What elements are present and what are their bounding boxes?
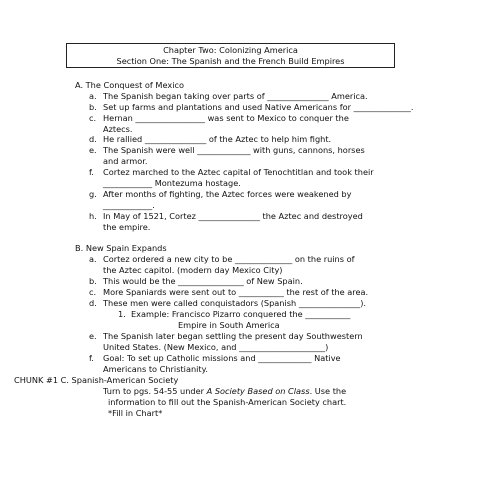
- item-marker: b.: [89, 276, 97, 286]
- item-text: Example: Francisco Pizarro conquered the ___________: [131, 309, 351, 319]
- item-text-cont: ____________.: [103, 200, 155, 210]
- section-b-heading: B. New Spain Expands: [75, 243, 167, 253]
- item-text: The Spanish later began settling the present day Southwestern: [103, 331, 363, 341]
- item-marker: e.: [89, 331, 97, 341]
- item-text: Cortez ordered a new city to be ______________ on the ruins of: [103, 254, 355, 264]
- item-text: Set up farms and plantations and used Native Americans for ______________.: [103, 102, 414, 112]
- item-text-cont: Aztecs.: [103, 124, 133, 134]
- item-text-cont: ____________ Montezuma hostage.: [103, 178, 241, 188]
- item-text: These men were called conquistadors (Spanish _______________).: [103, 298, 367, 308]
- item-marker: h.: [89, 211, 97, 221]
- item-marker: c.: [89, 287, 97, 297]
- item-text-cont: Empire in South America: [178, 320, 280, 330]
- item-marker: d.: [89, 134, 97, 144]
- item-marker: f.: [89, 353, 94, 363]
- chunk-heading: CHUNK #1 C. Spanish-American Society: [14, 375, 179, 385]
- item-marker: a.: [89, 254, 97, 264]
- item-marker: e.: [89, 145, 97, 155]
- chunk-instruction-line2: information to fill out the Spanish-American Society chart.: [108, 397, 347, 407]
- item-text-cont: United States. (New Mexico, and _____________________): [103, 342, 329, 352]
- item-marker: a.: [89, 91, 97, 101]
- item-text: The Spanish began taking over parts of _______________ America.: [103, 91, 368, 101]
- item-text: Cortez marched to the Aztec capital of Tenochtitlan and took their: [103, 167, 374, 177]
- chunk-instruction-line1: [103, 386, 346, 396]
- item-marker: d.: [89, 298, 97, 308]
- item-text: This would be the ________________ of New Spain.: [103, 276, 303, 286]
- section-a-heading: A. The Conquest of Mexico: [75, 80, 184, 90]
- item-text-cont: and armor.: [103, 156, 148, 166]
- item-marker: b.: [89, 102, 97, 112]
- item-text: The Spanish were well _____________ with guns, cannons, horses: [103, 145, 365, 155]
- chapter-title: Chapter Two: Colonizing America: [163, 45, 298, 55]
- item-marker: c.: [89, 113, 97, 123]
- item-text-cont: the Aztec capitol. (modern day Mexico City): [103, 265, 283, 275]
- item-marker: f.: [89, 167, 94, 177]
- item-text-cont: the empire.: [103, 222, 151, 232]
- item-text: Hernan _________________ was sent to Mexico to conquer the: [103, 113, 349, 123]
- book-section-title: A Society Based on Class: [206, 386, 310, 396]
- item-text: Goal: To set up Catholic missions and _____________ Native: [103, 353, 341, 363]
- instruction-text: . Use the: [309, 386, 347, 396]
- item-text: More Spaniards were sent out to ___________ the rest of the area.: [103, 287, 369, 297]
- chunk-instruction-line3: *Fill in Chart*: [108, 408, 163, 418]
- item-text: He rallied _______________ of the Aztec to help him fight.: [103, 134, 332, 144]
- item-marker: 1.: [118, 309, 126, 319]
- item-text-cont: Americans to Christianity.: [103, 364, 208, 374]
- item-text: After months of fighting, the Aztec forces were weakened by: [103, 189, 352, 199]
- item-marker: g.: [89, 189, 97, 199]
- instruction-text: Turn to pgs. 54-55 under: [103, 386, 207, 396]
- section-title: Section One: The Spanish and the French Build Empires: [116, 55, 345, 66]
- chapter-header: [66, 43, 395, 68]
- item-text: In May of 1521, Cortez _______________ the Aztec and destroyed: [103, 211, 363, 221]
